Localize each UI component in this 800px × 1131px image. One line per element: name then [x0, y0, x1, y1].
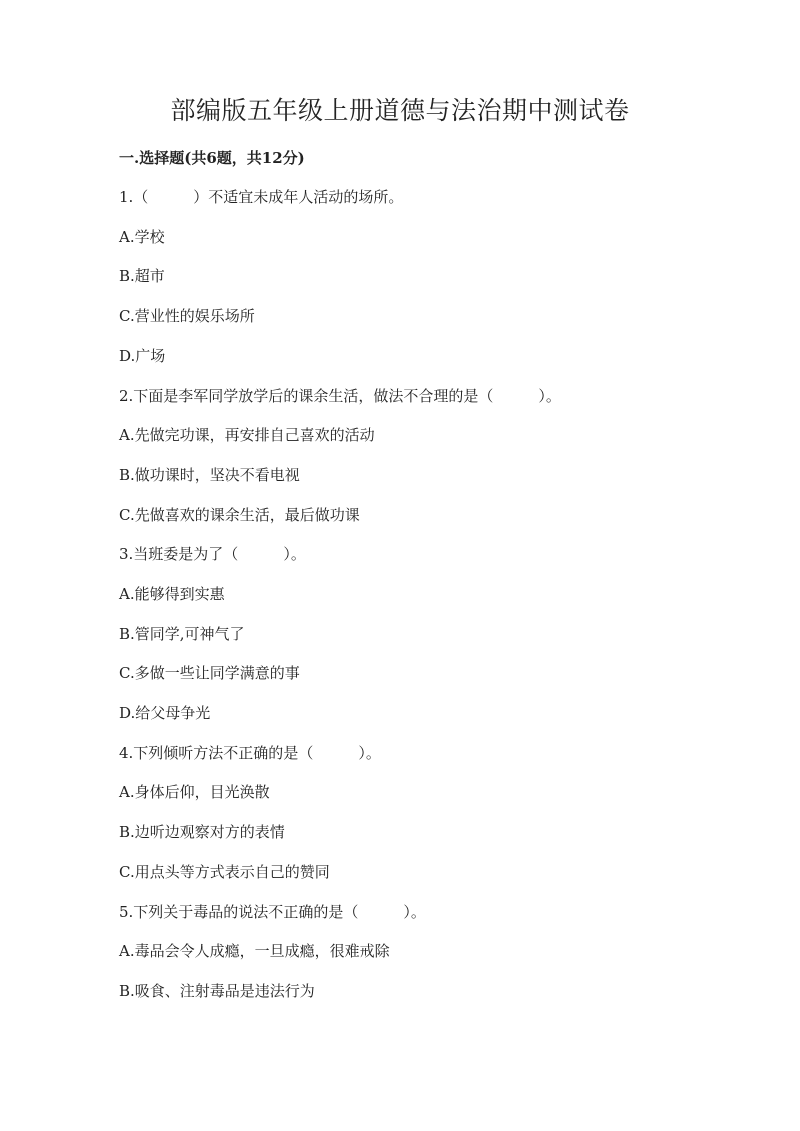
question-2: 2.下面是李军同学放学后的课余生活，做法不合理的是（ ）。	[119, 387, 561, 405]
option-3a: A.能够得到实惠	[119, 585, 225, 603]
option-5b: B.吸食、注射毒品是违法行为	[119, 982, 315, 1000]
option-3b: B.管同学,可神气了	[119, 625, 245, 643]
question-4: 4.下列倾听方法不正确的是（ ）。	[119, 744, 381, 762]
option-1d: D.广场	[119, 347, 166, 365]
option-2c: C.先做喜欢的课余生活，最后做功课	[119, 506, 360, 524]
option-4a: A.身体后仰，目光涣散	[119, 783, 270, 801]
option-1b: B.超市	[119, 267, 165, 285]
option-4c: C.用点头等方式表示自己的赞同	[119, 863, 330, 881]
option-2b: B.做功课时，坚决不看电视	[119, 466, 300, 484]
option-1a: A.学校	[119, 228, 165, 246]
option-3d: D.给父母争光	[119, 704, 211, 722]
option-4b: B.边听边观察对方的表情	[119, 823, 285, 841]
option-5a: A.毒品会令人成瘾，一旦成瘾，很难戒除	[119, 942, 390, 960]
section-heading: 一.选择题(共6题，共12分)	[119, 149, 305, 167]
option-3c: C.多做一些让同学满意的事	[119, 664, 300, 682]
option-1c: C.营业性的娱乐场所	[119, 307, 255, 325]
question-5: 5.下列关于毒品的说法不正确的是（ ）。	[119, 903, 426, 921]
page-title: 部编版五年级上册道德与法治期中测试卷	[170, 96, 630, 125]
question-3: 3.当班委是为了（ ）。	[119, 545, 306, 563]
option-2a: A.先做完功课，再安排自己喜欢的活动	[119, 426, 375, 444]
question-1: 1.（ ）不适宜未成年人活动的场所。	[119, 188, 404, 206]
